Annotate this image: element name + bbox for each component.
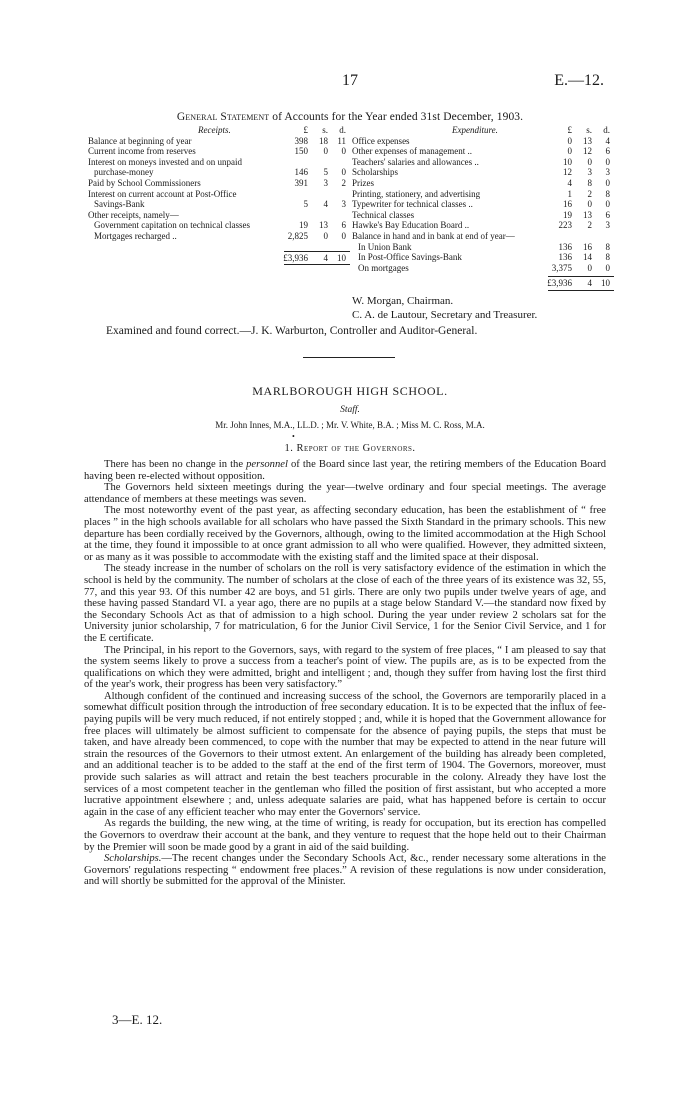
expenditure-amount-pounds: 3,375 [551, 262, 572, 273]
expenditure-total-pence: 10 [601, 278, 610, 289]
receipts-total-pence: 10 [337, 252, 346, 263]
expenditure-amount-pounds: 223 [558, 220, 572, 231]
expenditure-amount-s: 16 [583, 241, 592, 252]
expenditure-amount-s: 0 [587, 199, 592, 210]
expenditure-row [352, 189, 614, 200]
receipts-amount-pounds: 398 [294, 135, 308, 146]
section-divider [303, 357, 395, 358]
receipts-total-rule-top [284, 251, 350, 252]
pence-heading: d. [339, 125, 346, 135]
report-paragraph: The Principal, in his report to the Governors, says, with regard to the system of free places, “ I am pleased to say that the system seems likely to prove a success from a teacher's point of view. The pupils are, as is to be expected from the qualifications on which they were admitted, bright and intelligent ; and, though they suffer from having lost the first third of the year's work, their progress has been very satisfactory.” [84, 644, 606, 691]
expenditure-label: Other expenses of management .. [352, 146, 472, 157]
expenditure-header-row [352, 125, 614, 136]
expenditure-amount-pounds: 4 [567, 177, 572, 188]
receipts-amount-s: 13 [319, 220, 328, 231]
receipts-amount-d: 6 [341, 220, 346, 231]
expenditure-amount-d: 4 [605, 135, 610, 146]
receipts-amount-pounds: 19 [299, 220, 308, 231]
receipts-amount-s: 0 [323, 230, 328, 241]
expenditure-total-shillings: 4 [587, 278, 592, 289]
receipts-amount-d: 3 [341, 199, 346, 210]
receipts-amount-pounds: 2,825 [287, 230, 308, 241]
expenditure-amount-s: 3 [587, 167, 592, 178]
scholarships-heading: Scholarships. [104, 853, 162, 865]
expenditure-amount-pounds: 0 [567, 135, 572, 146]
expenditure-row [352, 199, 614, 210]
accounts-title-suffix: of Accounts for the Year ended 31st December, 1903. [269, 111, 524, 123]
receipts-amount-s: 5 [323, 167, 328, 178]
receipts-total-rule-bottom [284, 264, 350, 265]
expenditure-row [352, 167, 614, 178]
expenditure-label: Office expenses [352, 135, 410, 146]
receipts-label: Interest on moneys invested and on unpaid [88, 156, 242, 167]
receipts-row [88, 178, 350, 189]
expenditure-total-rule-top [548, 276, 614, 277]
receipts-row [88, 136, 350, 147]
signature-secretary: C. A. de Lautour, Secretary and Treasurer. [352, 309, 538, 321]
expenditure-label: In Union Bank [358, 241, 412, 252]
expenditure-heading: Expenditure. [452, 125, 498, 135]
expenditure-amount-d: 8 [605, 188, 610, 199]
expenditure-label: Balance in hand and in bank at end of year— [352, 230, 515, 241]
expenditure-amount-pounds: 10 [563, 156, 572, 167]
expenditure-table [352, 125, 614, 289]
expenditure-amount-d: 8 [605, 241, 610, 252]
receipts-amount-s: 0 [323, 146, 328, 157]
receipts-amount-pounds: 146 [294, 167, 308, 178]
receipts-label: Interest on current account at Post-Office [88, 188, 237, 199]
expenditure-row [352, 220, 614, 231]
receipts-label: Paid by School Commissioners [88, 177, 201, 188]
expenditure-label: Hawke's Bay Education Board .. [352, 220, 470, 231]
expenditure-amount-pounds: 136 [558, 252, 572, 263]
receipts-row [88, 146, 350, 157]
receipts-row [88, 189, 350, 200]
accounts-title-prefix: General Statement [176, 111, 270, 123]
receipts-amount-d: 2 [341, 177, 346, 188]
report-paragraph: The steady increase in the number of scholars on the roll is very satisfactory evidence of the estimation in which the school is held by the community. The number of scholars at the close of each of the three years of its existence was 32, 55, 77, and this year 93. Of this number 42 are boys, and 51 girls. There are only two pupils under twelve years of age, and these having passed Standard VI. a year ago, there are no pupils at a stage below Standard V.—the standard now fixed by the Secondary Schools Act as that of admission to a high school. During the year under review 2 scholars sat for the University junior scholarship, 7 for matriculation, 6 for the Junior Civil Service, 1 for the Senior Civil Service, and 1 for the E certificate. [84, 563, 606, 644]
expenditure-amount-s: 2 [587, 188, 592, 199]
expenditure-amount-d: 0 [605, 177, 610, 188]
expenditure-amount-pounds: 12 [563, 167, 572, 178]
expenditure-label: On mortgages [358, 262, 409, 273]
expenditure-row [352, 252, 614, 263]
expenditure-amount-s: 0 [587, 156, 592, 167]
staff-list: Mr. John Innes, M.A., LL.D. ; Mr. V. White, B.A. ; Miss M. C. Ross, M.A. [215, 420, 485, 430]
receipts-label: Mortgages recharged .. [94, 230, 177, 241]
receipts-heading: Receipts. [198, 125, 231, 135]
report-paragraph: As regards the building, the new wing, at the time of writing, is ready for occupation, but its erection has compelled the Governors to overdraw their account at the bank, and they venture to request that the hope held out to their Chairman by the Premier will soon be made good by a grant in aid of the said building. [84, 818, 606, 853]
expenditure-label: Teachers' salaries and allowances .. [352, 156, 479, 167]
expenditure-amount-d: 0 [605, 262, 610, 273]
shillings-heading: s. [322, 125, 328, 135]
receipts-label: Current income from reserves [88, 146, 196, 157]
bullet-mark: • [292, 432, 295, 441]
receipts-amount-s: 4 [323, 199, 328, 210]
school-title: MARLBOROUGH HIGH SCHOOL. [252, 384, 448, 398]
expenditure-row [352, 263, 614, 274]
receipts-row [88, 167, 350, 178]
expenditure-total-rule-bottom [548, 290, 614, 291]
page-number: 17 [342, 72, 358, 89]
expenditure-amount-pounds: 1 [567, 188, 572, 199]
expenditure-amount-d: 6 [605, 146, 610, 157]
expenditure-label: Prizes [352, 177, 374, 188]
expenditure-row [352, 178, 614, 189]
expenditure-row [352, 157, 614, 168]
expenditure-amount-s: 14 [583, 252, 592, 263]
expenditure-amount-s: 13 [583, 209, 592, 220]
receipts-row [88, 157, 350, 168]
expenditure-label: Scholarships [352, 167, 398, 178]
pounds-heading: £ [303, 125, 308, 135]
examined-statement: Examined and found correct.—J. K. Warburton, Controller and Auditor-General. [106, 325, 478, 337]
receipts-row [88, 220, 350, 231]
receipts-amount-d: 11 [337, 135, 346, 146]
report-text: —The recent changes under the Secondary Schools Act, &c., render necessary some alterations in the Governors' regulations respecting “ endowment free places.” A revision of these regulations is now under consideration, and will shortly be submitted for the approval of the Minister. [84, 853, 606, 888]
report-heading: 1. Report of the Governors. [284, 443, 416, 454]
report-text: of the Board since last year, the retiring members of the Education Board having been re-elected without opposition. [84, 459, 606, 482]
expenditure-label: Typewriter for technical classes .. [352, 199, 473, 210]
receipts-label: Savings-Bank [94, 199, 145, 210]
report-body [84, 459, 606, 888]
report-paragraph [84, 853, 606, 888]
expenditure-label: In Post-Office Savings-Bank [358, 252, 462, 263]
expenditure-amount-s: 8 [587, 177, 592, 188]
expenditure-amount-d: 3 [605, 220, 610, 231]
receipts-total-pounds: £3,936 [283, 252, 308, 263]
expenditure-amount-d: 0 [605, 199, 610, 210]
expenditure-row [352, 136, 614, 147]
document-code: E.—12. [554, 72, 604, 89]
receipts-header-row [88, 125, 350, 136]
receipts-amount-d: 0 [341, 230, 346, 241]
expenditure-row [352, 210, 614, 221]
expenditure-row [352, 231, 614, 242]
receipts-label: purchase-money [94, 167, 154, 178]
receipts-amount-d: 0 [341, 146, 346, 157]
pence-heading: d. [603, 125, 610, 135]
receipts-amount-s: 18 [319, 135, 328, 146]
expenditure-amount-s: 2 [587, 220, 592, 231]
receipts-total-row [88, 253, 350, 264]
receipts-amount-pounds: 150 [294, 146, 308, 157]
receipts-label: Balance at beginning of year [88, 135, 192, 146]
expenditure-amount-pounds: 0 [567, 146, 572, 157]
expenditure-amount-d: 6 [605, 209, 610, 220]
receipts-label: Other receipts, namely— [88, 209, 179, 220]
expenditure-label: Printing, stationery, and advertising [352, 188, 481, 199]
expenditure-amount-d: 0 [605, 156, 610, 167]
report-paragraph: The Governors held sixteen meetings during the year—twelve ordinary and four special meetings. The average attendance of members at these meetings was seven. [84, 482, 606, 505]
staff-heading: Staff. [340, 405, 360, 415]
expenditure-amount-pounds: 136 [558, 241, 572, 252]
expenditure-amount-pounds: 16 [563, 199, 572, 210]
expenditure-amount-s: 12 [583, 146, 592, 157]
receipts-amount-s: 3 [323, 177, 328, 188]
report-paragraph: Although confident of the continued and increasing success of the school, the Governors are temporarily placed in a somewhat difficult position through the introduction of free secondary education. It is to be expected that the influx of fee-paying pupils will be very much reduced, if not entirely stopped ; and, while it is hoped that the Government allowance for free places will ultimately be almost sufficient to compensate for the absence of paying pupils, the steps that must be taken, and have already been commenced, to cope with the number that may be expected to attend in the near future will strain the resources of the Governors to their utmost extent. An enlargement of the building has already been completed, and an additional teacher is to be added to the staff at the end of the first term of 1904. The Governors, moreover, must provide such salaries as will attract and retain the best teachers procurable in the colony. Already they have lost the services of a most competent teacher in the gentleman who filled the position of first assistant, but who accepted a more lucrative appointment elsewhere ; and, unless adequate salaries are paid, what has happened before is certain to occur again in the case of any efficient teacher who may enter the Governors' service. [84, 690, 606, 818]
receipts-row [88, 210, 350, 221]
shillings-heading: s. [586, 125, 592, 135]
expenditure-row [352, 146, 614, 157]
expenditure-total-pounds: £3,936 [547, 278, 572, 289]
expenditure-row [352, 242, 614, 253]
report-text: There has been no change in the [104, 459, 247, 470]
receipts-amount-d: 0 [341, 167, 346, 178]
report-paragraph [84, 459, 606, 482]
expenditure-amount-d: 8 [605, 252, 610, 263]
report-paragraph: The most noteworthy event of the past year, as affecting secondary education, has been the establishment of “ free places ” in the high schools available for all scholars who have passed the Sixth Standard in the primary schools. This new departure has been cordially received by the Governors, although, owing to the limited accommodation at the High School at the time, they found it impossible to at once grant admission to all who were qualified. However, they admitted sixteen, or as many as it was possible to accommodate with the existing staff and the limited space at their disposal. [84, 505, 606, 563]
pounds-heading: £ [567, 125, 572, 135]
receipts-amount-pounds: 5 [303, 199, 308, 210]
receipts-table [88, 125, 350, 263]
receipts-row [88, 231, 350, 242]
signature-chairman: W. Morgan, Chairman. [352, 295, 454, 307]
expenditure-amount-pounds: 19 [563, 209, 572, 220]
expenditure-amount-s: 0 [587, 262, 592, 273]
expenditure-amount-s: 13 [583, 135, 592, 146]
receipts-total-shillings: 4 [323, 252, 328, 263]
receipts-row [88, 199, 350, 210]
receipts-label: Government capitation on technical classes [94, 220, 250, 231]
expenditure-amount-d: 3 [605, 167, 610, 178]
accounts-title [0, 111, 700, 123]
report-emphasis: personnel [246, 459, 288, 470]
expenditure-label: Technical classes [352, 209, 415, 220]
receipts-amount-pounds: 391 [294, 177, 308, 188]
expenditure-total-row [352, 278, 614, 289]
signature-mark: 3—E. 12. [112, 1012, 163, 1027]
